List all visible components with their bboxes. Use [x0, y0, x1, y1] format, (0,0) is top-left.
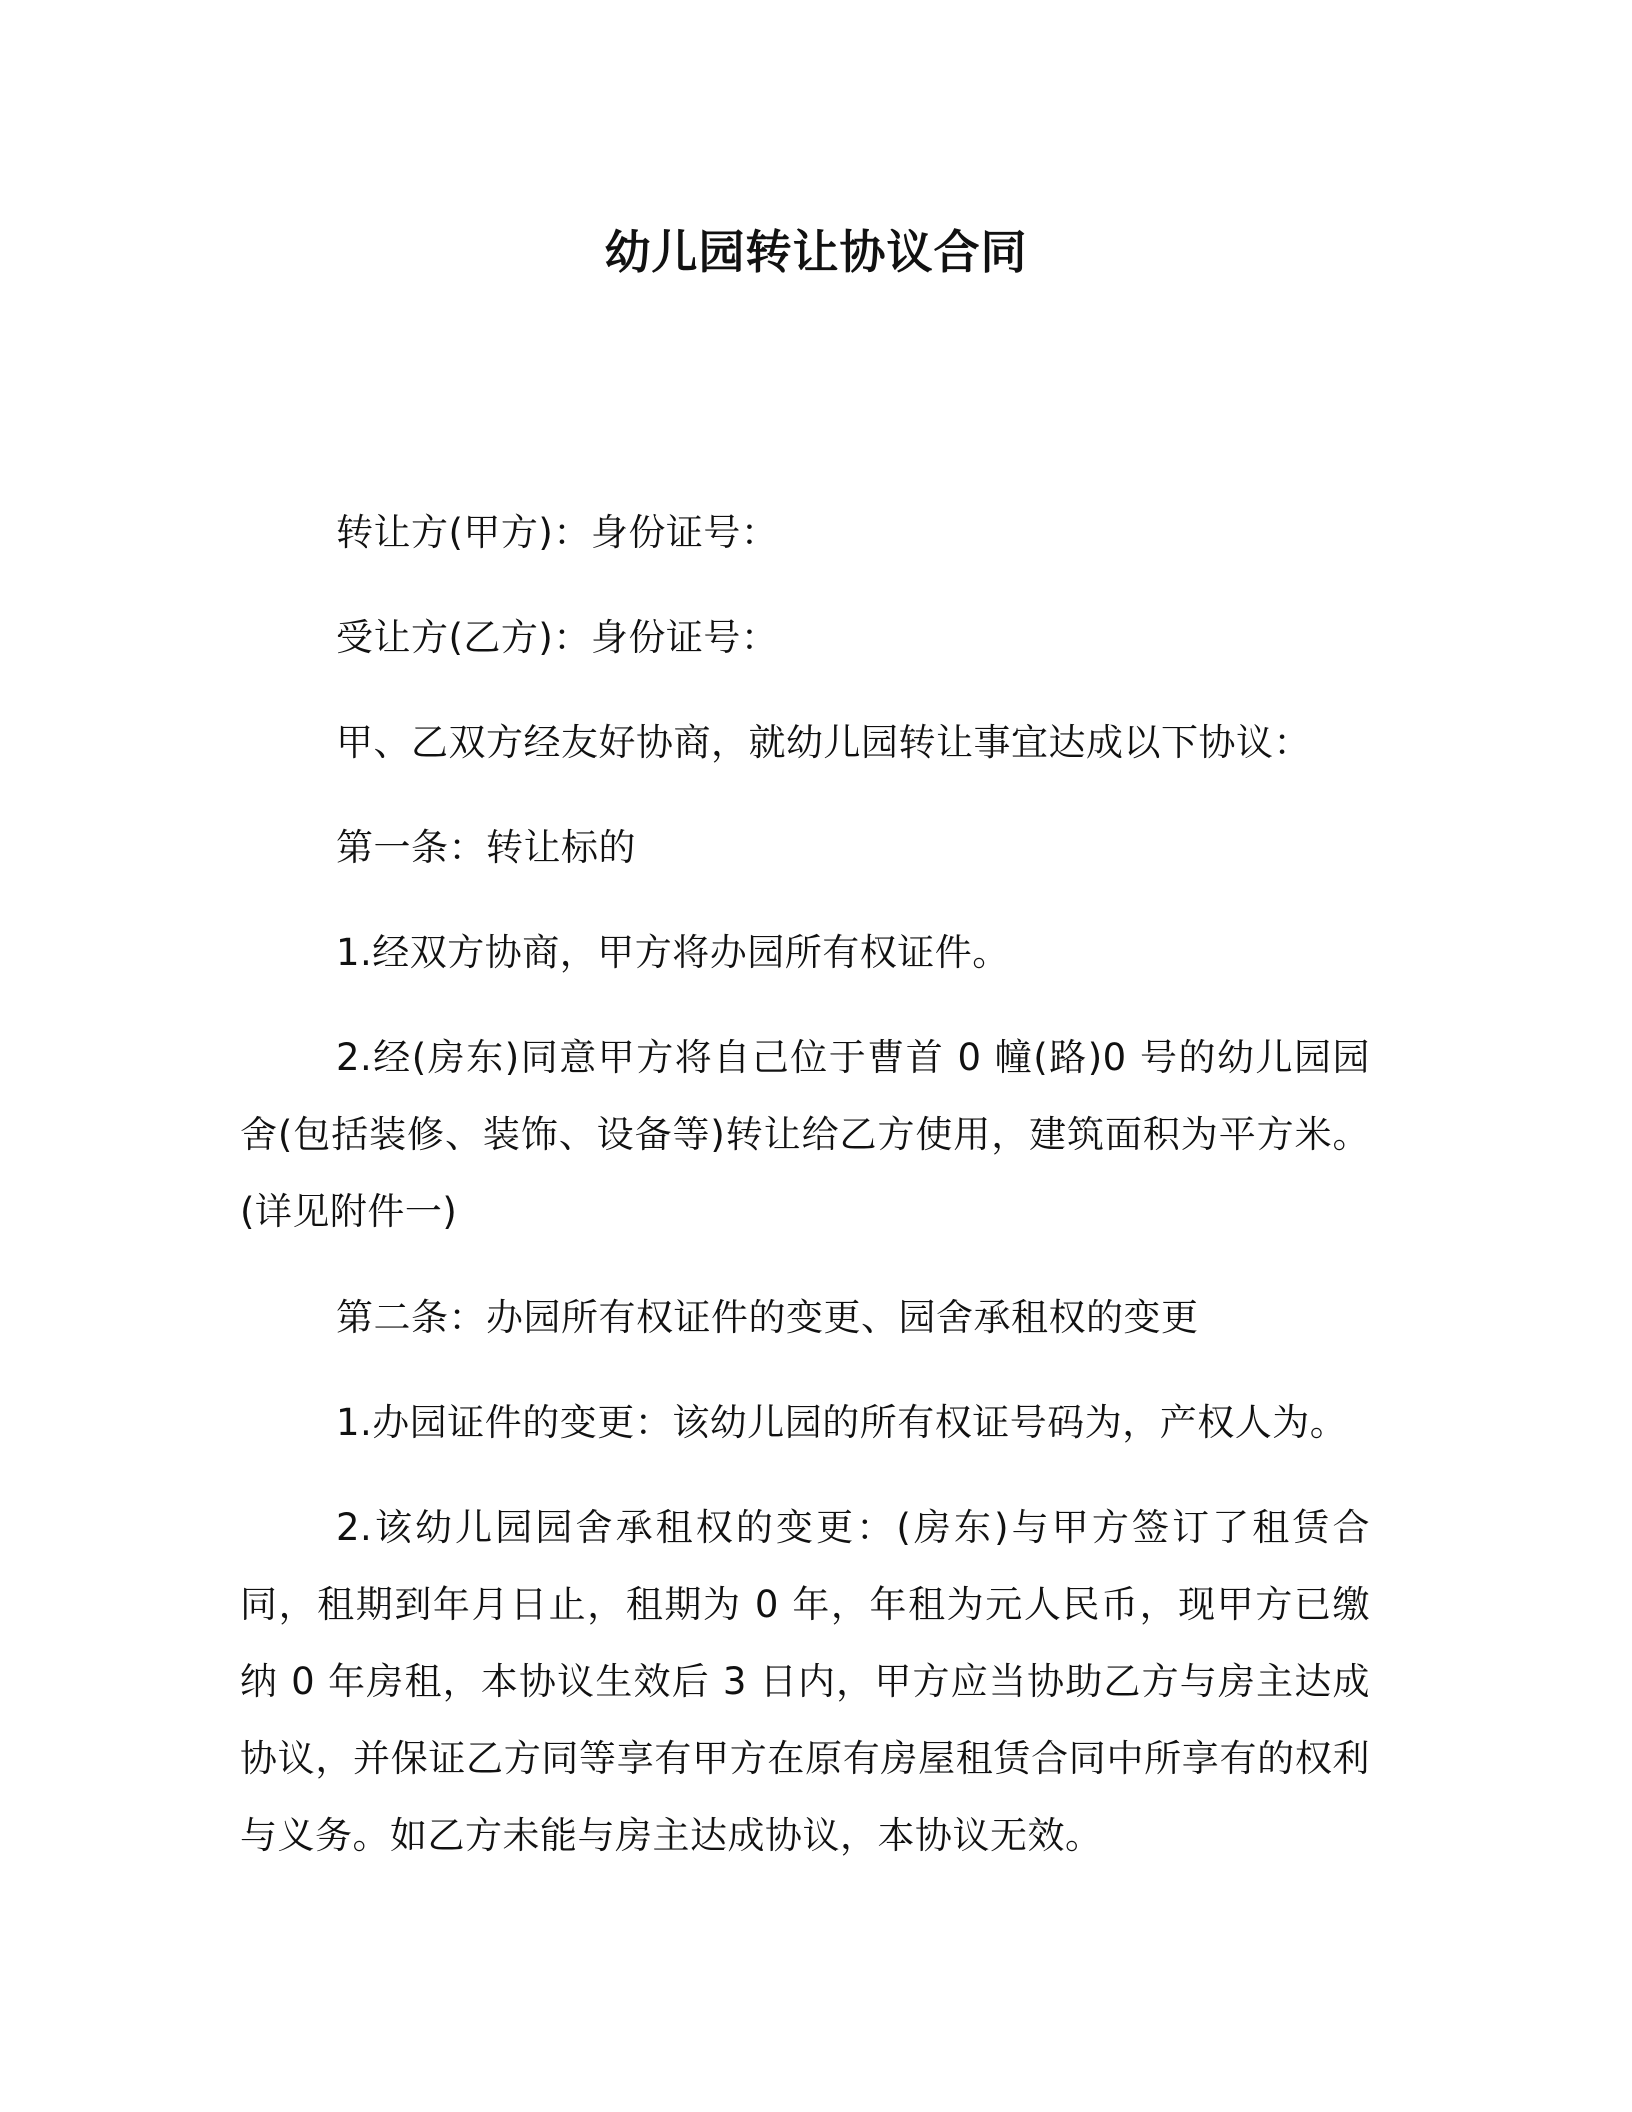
paragraph-article-2-item-2: 2.该幼儿园园舍承租权的变更：(房东)与甲方签订了租赁合同，租期到年月日止，租期为 0 年，年租为元人民币，现甲方已缴纳 0 年房租，本协议生效后 3 日内，甲方应当协助乙方与房主达成协议，并保证乙方同等享有甲方在原有房屋租赁合同中所享有的权利与义务。如乙方未能与房主达成协议，本协议无效。: [240, 1506, 1370, 1857]
paragraph-article-2-item-1: 1.办园证件的变更：该幼儿园的所有权证号码为，产权人为。: [336, 1401, 1348, 1444]
document-body: [240, 494, 1370, 1903]
paragraph-article-1-item-1: 1.经双方协商，甲方将办园所有权证件。: [336, 931, 1010, 974]
paragraph-transferor: 转让方(甲方)：身份证号：: [336, 511, 779, 554]
paragraph-article-2-heading: 第二条：办园所有权证件的变更、园舍承租权的变更: [336, 1296, 1199, 1339]
paragraph-article-1-heading: 第一条：转让标的: [336, 826, 636, 869]
paragraph-article-1-item-2: 2.经(房东)同意甲方将自己位于曹首 0 幢(路)0 号的幼儿园园舍(包括装修、装饰、设备等)转让给乙方使用，建筑面积为平方米。(详见附件一): [240, 1036, 1370, 1233]
paragraph-preamble: 甲、乙双方经友好协商，就幼儿园转让事宜达成以下协议：: [336, 721, 1311, 764]
document-title: 幼儿园转让协议合同: [604, 225, 1028, 279]
paragraph-transferee: 受让方(乙方)：身份证号：: [336, 616, 779, 659]
